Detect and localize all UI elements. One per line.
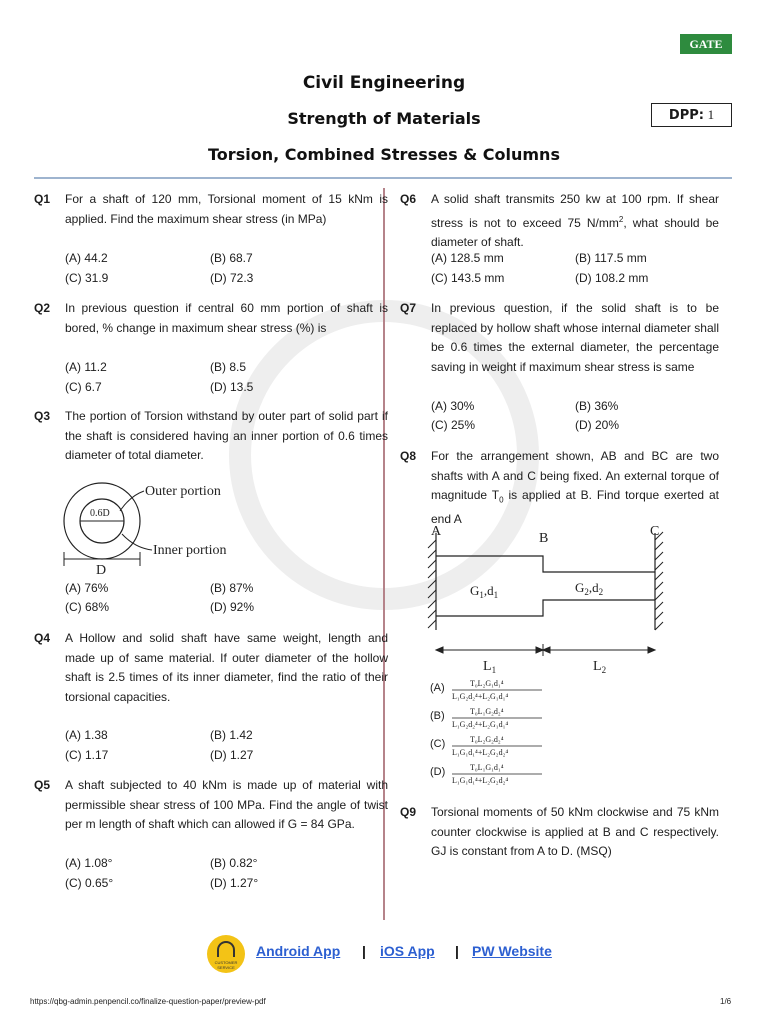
question-number: Q6: [400, 192, 417, 206]
android-app-link[interactable]: Android App: [256, 943, 341, 959]
page-url: https://qbg-admin.penpencil.co/finalize-question-paper/preview-pdf: [30, 997, 266, 1006]
fig-label-06d: 0.6D: [90, 508, 110, 519]
option-b: (B) 36%: [575, 399, 619, 413]
question-text: A Hollow and solid shaft have same weight, length and made up of same material. If outer diameter of the hollow shaft is 2.5 times of its inner diameter, find the ratio of their torsional capacities.: [65, 631, 388, 704]
fig-label-c: C: [650, 524, 660, 539]
footer-separator: |: [455, 943, 459, 959]
option-d: (D) 108.2 mm: [575, 271, 649, 285]
question-text-part: , what should be diameter of shaft.: [431, 215, 719, 249]
fig-sub: 1: [479, 590, 484, 600]
topic-title: Torsion, Combined Stresses & Columns: [208, 145, 560, 164]
option-c: (C) 1.17: [65, 748, 109, 762]
fig-sub: 2: [598, 587, 604, 597]
subject-title: Strength of Materials: [287, 109, 481, 128]
option-a: (A) 128.5 mm: [431, 251, 504, 265]
option-a: (A) 76%: [65, 581, 109, 595]
support-label: CUSTOMER SERVICE: [214, 960, 238, 970]
option-d: (D) 72.3: [210, 271, 254, 285]
dpp-number: 1: [707, 107, 715, 122]
footer-separator: |: [362, 943, 366, 959]
question-number: Q9: [400, 805, 417, 819]
option-a: (A): [430, 682, 445, 694]
option-b: (B) 0.82°: [210, 856, 258, 870]
question-text: [431, 447, 719, 529]
option-d: (D) 13.5: [210, 380, 254, 394]
question-text-part: A solid shaft transmits 250 kw at 100 rpm. If shear stress is not to exceed 75 N/mm: [431, 192, 719, 230]
question-number: Q5: [34, 778, 51, 792]
fig-l: L: [483, 659, 492, 674]
question-number: Q1: [34, 192, 51, 206]
svg-text:L₁G₁d₁⁴+L₂G₂d₂⁴: L₁G₁d₁⁴+L₂G₂d₂⁴: [452, 748, 509, 757]
question-number: Q7: [400, 301, 417, 315]
svg-text:G1,d1: [470, 583, 498, 600]
q8-options: [428, 677, 578, 793]
option-c: (C): [430, 738, 446, 750]
option-c: (C) 31.9: [65, 271, 109, 285]
header-divider: [34, 177, 732, 179]
option-d: (D) 92%: [210, 600, 255, 614]
option-a: (A) 1.08°: [65, 856, 113, 870]
option-a: (A) 30%: [431, 399, 475, 413]
question-text: A shaft subjected to 40 kNm is made up of material with permissible shear stress of 100 MPa. Find the angle of twist per m length of shaft which can allowed if G = 84 GPa.: [65, 778, 388, 831]
question-text-part: For the arrangement shown, AB and BC are two shafts with A and C being fixed. An external torque of magnitude T: [431, 449, 719, 502]
option-d: (D) 1.27: [210, 748, 254, 762]
subscript: 0: [499, 495, 504, 505]
ios-app-link[interactable]: iOS App: [380, 943, 435, 959]
gate-badge: GATE: [680, 34, 732, 54]
option-b: (B) 87%: [210, 581, 254, 595]
fig-sub: 2: [584, 587, 589, 597]
fig-sub: 2: [601, 665, 607, 675]
option-c: (C) 25%: [431, 418, 476, 432]
svg-text:L₁G₂d₂⁴+L₂G₁d₁⁴: L₁G₂d₂⁴+L₂G₁d₁⁴: [452, 692, 509, 701]
question-text: In previous question if central 60 mm portion of shaft is bored, % change in maximum shear stress (%) is: [65, 301, 388, 335]
fig-sub: 1: [491, 665, 497, 675]
option-c: (C) 6.7: [65, 380, 102, 394]
fig-g: G: [470, 583, 480, 598]
concentric-shaft-figure: [60, 478, 260, 578]
svg-text:L1: [483, 659, 496, 675]
option-b: (B) 8.5: [210, 360, 247, 374]
option-c: (C) 68%: [65, 600, 110, 614]
option-d: (D): [430, 766, 446, 778]
option-b: (B): [430, 710, 445, 722]
svg-text:T₀L₁G₁d₁⁴: T₀L₁G₁d₁⁴: [470, 763, 504, 772]
fig-l: L: [593, 659, 602, 674]
option-c: (C) 143.5 mm: [431, 271, 505, 285]
superscript: 2: [618, 214, 624, 224]
customer-support-icon[interactable]: [207, 935, 245, 973]
question-number: Q8: [400, 449, 417, 463]
page-number: 1/6: [720, 997, 732, 1006]
dpp-box: [651, 103, 732, 127]
question-number: Q4: [34, 631, 51, 645]
question-text: The portion of Torsion withstand by outer part of solid part if the shaft is considered having an inner portion of 0.6 times diameter of total diameter.: [65, 409, 388, 462]
option-d: (D) 20%: [575, 418, 620, 432]
fig-d: ,d: [483, 583, 494, 598]
stepped-shaft-figure: [425, 520, 670, 680]
question-text-part: is applied at B. Find torque exerted at end A: [431, 488, 719, 526]
fig-label-a: A: [431, 524, 442, 539]
question-text: [431, 190, 719, 253]
option-d: (D) 1.27°: [210, 876, 259, 890]
svg-text:L2: [593, 659, 606, 675]
svg-text:T₀L₁G₂d₂⁴: T₀L₁G₂d₂⁴: [470, 707, 504, 716]
fig-g: G: [575, 580, 585, 595]
fig-d: ,d: [588, 580, 599, 595]
svg-text:T₀L₂G₁d₁⁴: T₀L₂G₁d₁⁴: [470, 679, 504, 688]
option-a: (A) 44.2: [65, 251, 108, 265]
option-a: (A) 1.38: [65, 728, 108, 742]
question-number: Q3: [34, 409, 51, 423]
fig-sub: 1: [493, 590, 499, 600]
svg-text:L₁G₁d₁⁴+L₂G₂d₂⁴: L₁G₁d₁⁴+L₂G₂d₂⁴: [452, 776, 509, 785]
fig-label-b: B: [539, 531, 549, 546]
question-text: Torsional moments of 50 kNm clockwise and 75 kNm counter clockwise is applied at B and C respectively. GJ is constant from A to D. (MSQ): [431, 805, 719, 858]
pw-website-link[interactable]: PW Website: [472, 943, 552, 959]
svg-text:L₁G₂d₂⁴+L₂G₁d₁⁴: L₁G₂d₂⁴+L₂G₁d₁⁴: [452, 720, 509, 729]
option-b: (B) 1.42: [210, 728, 253, 742]
option-b: (B) 117.5 mm: [575, 251, 647, 265]
page-title: Civil Engineering: [302, 73, 466, 93]
dpp-label: DPP:: [668, 108, 704, 123]
svg-text:G2,d2: [575, 580, 603, 597]
fig-label-d: D: [96, 563, 107, 578]
fig-label-inner: Inner portion: [153, 543, 227, 558]
question-text: For a shaft of 120 mm, Torsional moment of 15 kNm is applied. Find the maximum shear stress (in MPa): [65, 192, 388, 226]
option-b: (B) 68.7: [210, 251, 253, 265]
question-number: Q2: [34, 301, 51, 315]
option-a: (A) 11.2: [65, 360, 107, 374]
option-c: (C) 0.65°: [65, 876, 114, 890]
fig-label-outer: Outer portion: [145, 484, 221, 499]
svg-text:T₀L₂G₂d₂⁴: T₀L₂G₂d₂⁴: [470, 735, 504, 744]
question-text: In previous question, if the solid shaft is to be replaced by hollow shaft whose internal diameter shall be 0.6 times the external diameter, the percentage saving in weight if maximum shear stress is same: [431, 301, 719, 374]
